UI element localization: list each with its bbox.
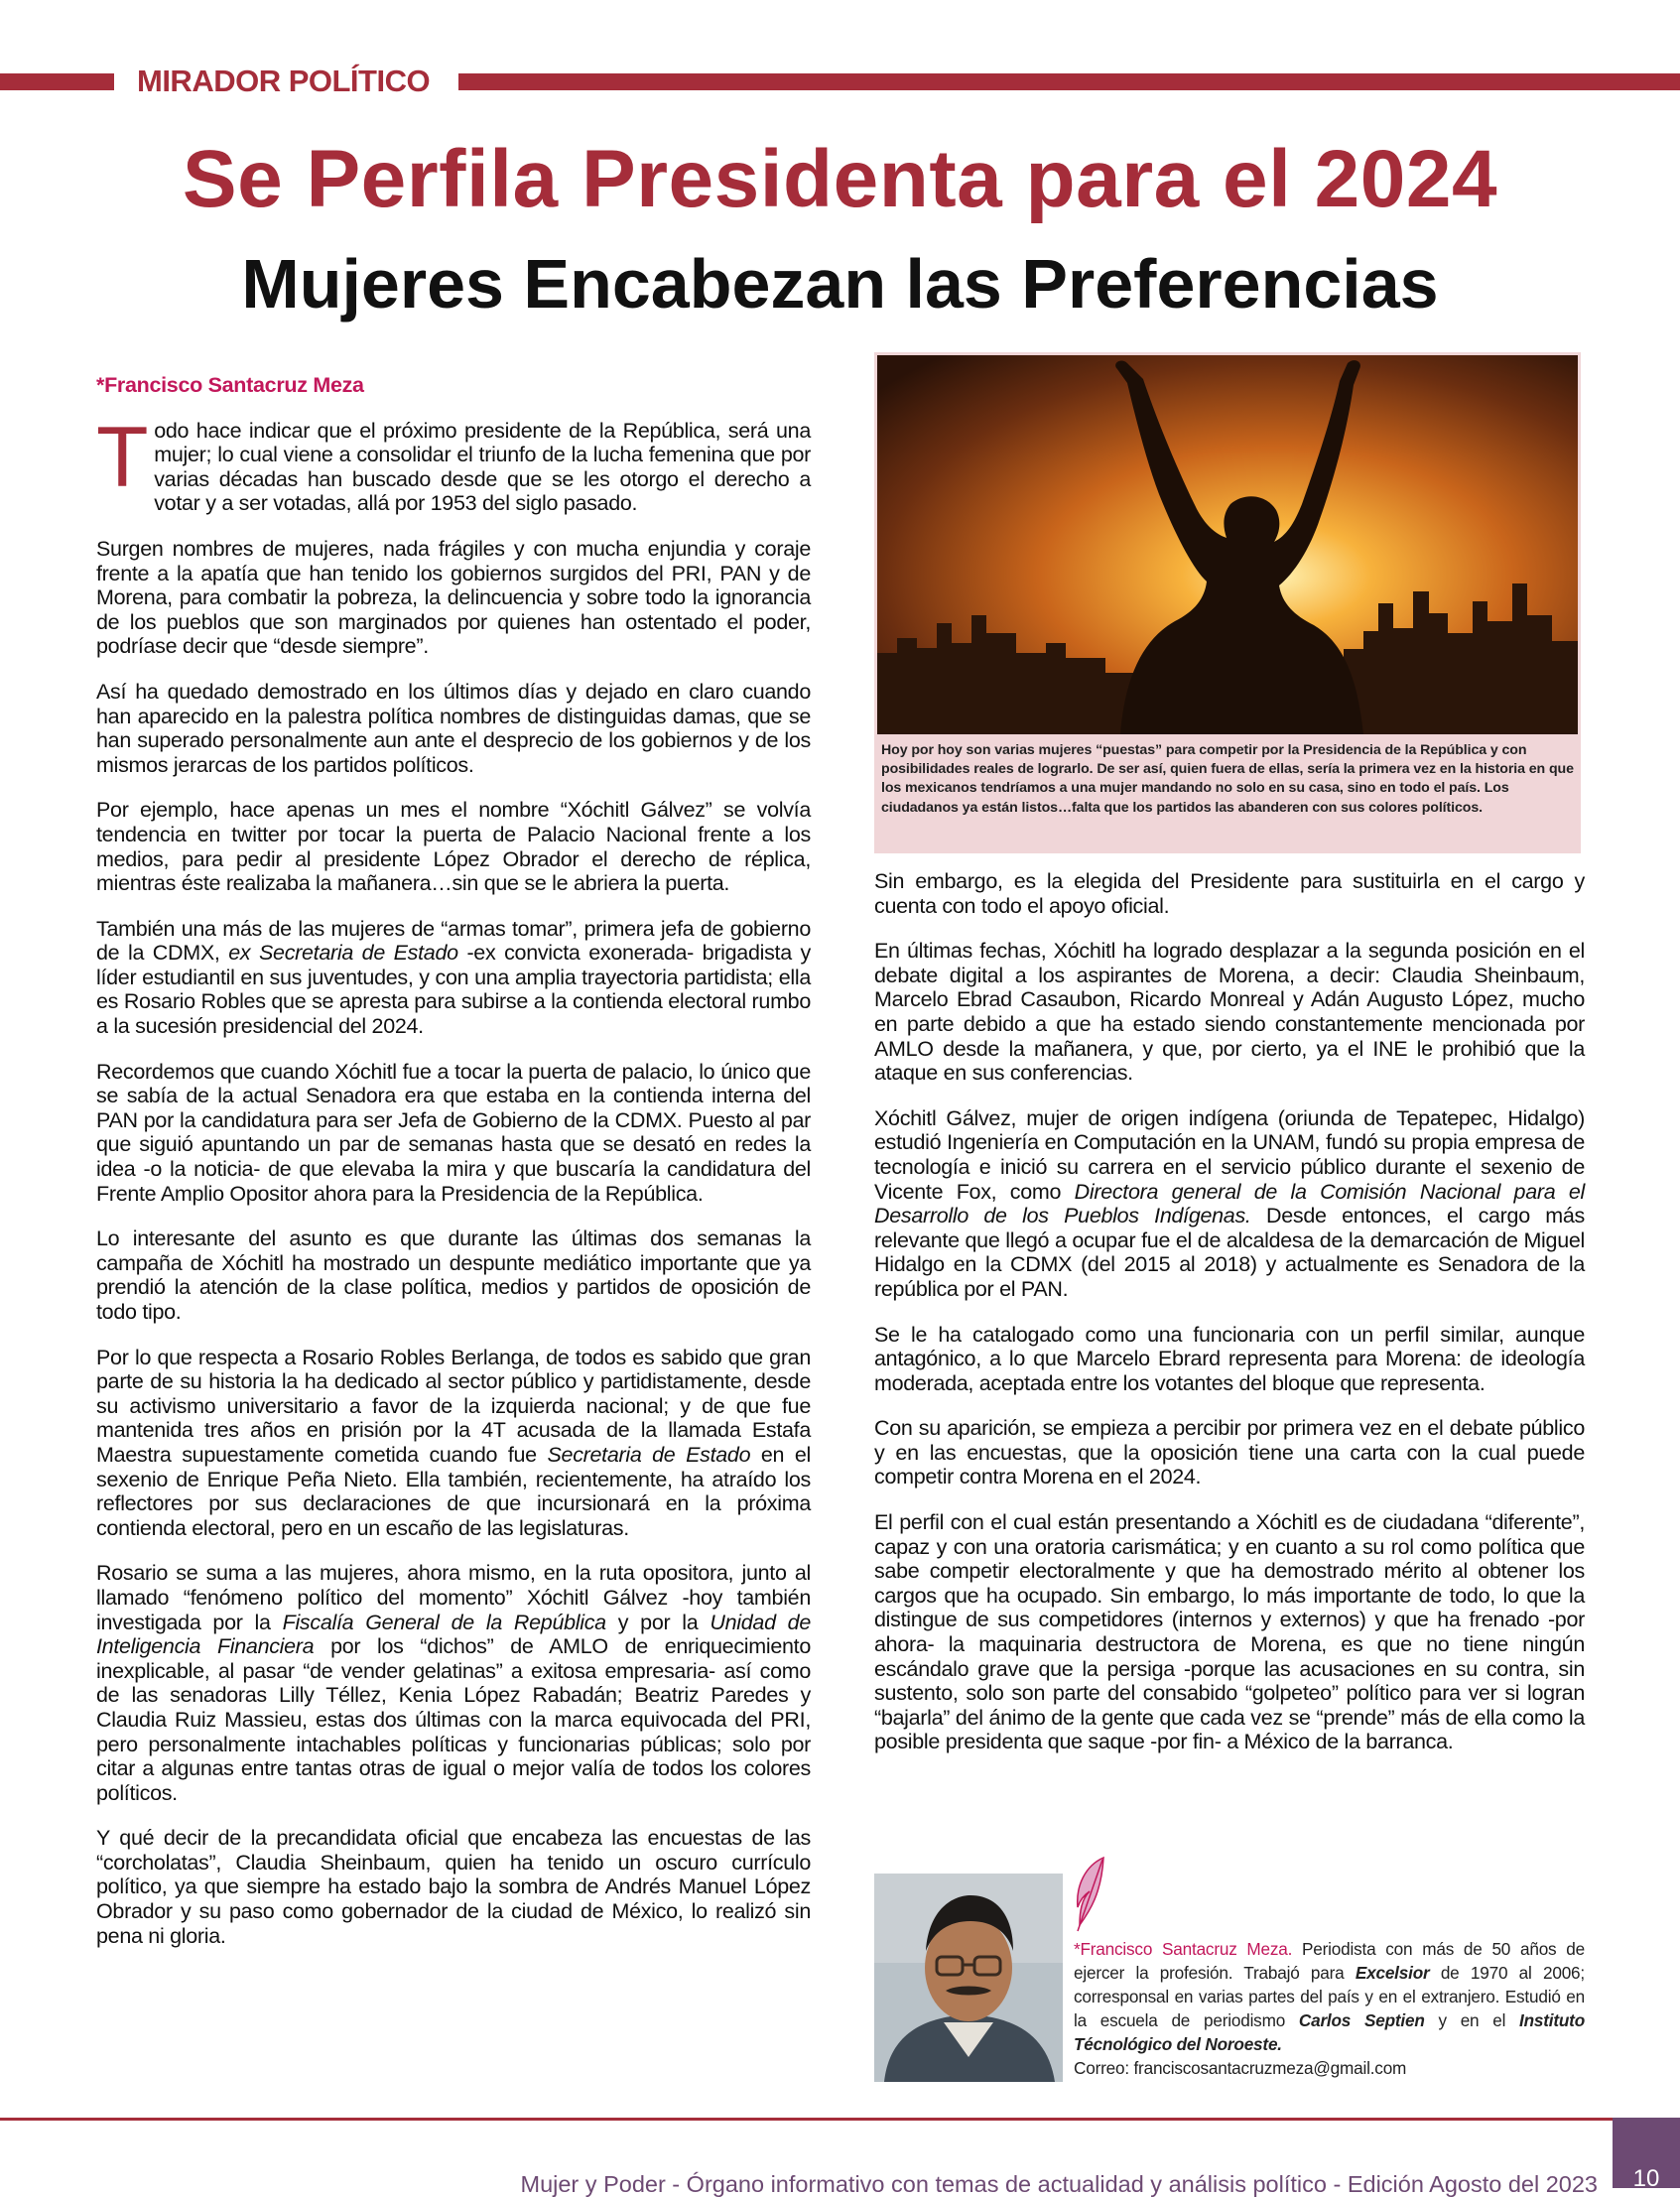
author-bio [1074,1937,1585,2080]
p9-italic-2: Unidad de Inteligencia Financiera [96,1610,811,1659]
drop-cap: T [96,409,149,505]
section-bar-right [458,73,1680,90]
paragraph-8 [96,1346,811,1541]
paragraph-r6: El perfil con el cual están presentando a Xóchitl es de ciudadana “diferente”, capaz y con una oratoria carismática; y en cuanto a su rol como política que sabe competir electoralmente y que ha demostrado mérito al obtener los cargos que ha ocupado. Sin embargo, lo más importante de todo, lo que la distingue de sus competidores (internos y externos) y que ha frenado -por ahora- la maquinaria destructora de Morena, es que no tiene ningún escándalo grave que la persiga -porque las acusaciones en su contra, sin sustento, solo son parte del consabido “golpeteo” político para ver si logran “bajarla” del ánimo de la gente que cada vez se “prende” más de ella como la posible presidenta que saque -por fin- a México de la barranca. [874,1510,1585,1754]
byline: *Francisco Santacruz Meza [96,373,364,397]
sunset-woman-photo [877,355,1578,734]
photo-caption: Hoy por hoy son varias mujeres “puestas” para competir por la Presidencia de la República y con posibilidades reales de lograrlo. De ser así, quien fuera de ellas, sería la primera vez en la historia en que los mexicanos tendríamos a una mujer mandando no solo en su casa, sino en todo el país. Los ciudadanos ya están listos…falta que los partidos las abanderen con sus colores políticos. [881,742,1574,816]
paragraph-r5: Con su aparición, se empieza a percibir por primera vez en el debate público y en las encuestas, que la oposición tiene una carta con la cual puede competir contra Morena en el 2024. [874,1416,1585,1489]
p9-a: Rosario se suma a las mujeres, ahora mismo, en la ruta opositora, junto al llamado “fenómeno político del momento” Xóchitl Gálvez -hoy también investigada por la [96,1561,811,1634]
p9-e: por los “dichos” de AMLO de enriquecimiento inexplicable, al pasar “de vender gelatinas” a exitosa empresaria- así como de las senadoras Lilly Téllez, Kenia López Rabadán; Beatriz Paredes y Claudia Ruiz Massieu, estas dos últimas con la marca equivocada del PRI, pero personalmente intachables políticas y funcionarias públicas; solo por citar a algunas entre tantas otras de igual o mejor valía de todos los colores políticos. [96,1634,811,1805]
paragraph-10: Y qué decir de la precandidata oficial que encabeza las encuestas de las “corcholatas”, Claudia Sheinbaum, quien ha tenido un oscuro currículo político, ya que siempre ha estado bajo la sombra de Andrés Manuel López Obrador y su paso como gobernador de la ciudad de México, lo realizó sin pena ni gloria. [96,1826,811,1948]
r3-a: Xóchitl Gálvez, mujer de origen indígena (oriunda de Tepatepec, Hidalgo) estudió Ingeniería en Computación en la UNAM, fundó su propia empresa de tecnología e inició su carrera en el servicio público durante el sexenio de Vicente Fox, como [874,1105,1585,1204]
right-column [874,869,1585,1775]
paragraph-r3 [874,1106,1585,1302]
paragraph-6: Recordemos que cuando Xóchitl fue a tocar la puerta de palacio, lo único que se sabía de la actual Senadora era que estaba en la contienda interna del PAN por la candidatura para ser Jefa de Gobierno de la CDMX. Puesto al par que siguió apuntando un par de semanas hasta que se desató en redes la idea -o la noticia- de que elevaba la mira y que buscaría la candidatura del Frente Amplio Opositor ahora para la Presidencia de la República. [96,1059,811,1206]
headline: Se Perfila Presidenta para el 2024 [182,134,1498,224]
author-photo [874,1874,1063,2082]
paragraph-r1: Sin embargo, es la elegida del Presidente para sustituirla en el cargo y cuenta con todo el apoyo oficial. [874,869,1585,918]
author-name: *Francisco Santacruz Meza. [1074,1939,1293,1959]
bio-text-3: y en el [1424,2010,1520,2030]
bio-excelsior: Excelsior [1355,1963,1430,1983]
p9-c: y por la [605,1610,711,1634]
paragraph-1-text: odo hace indicar que el próximo presidente de la República, será una mujer; lo cual viene a consolidar el triunfo de la lucha femenina que por varias décadas han buscado desde que se les otorgo el derecho a votar y a ser votadas, allá por 1953 del siglo pasado. [154,418,811,516]
paragraph-9 [96,1561,811,1805]
paragraph-4: Por ejemplo, hace apenas un mes el nombre “Xóchitl Gálvez” se volvía tendencia en twitter por tocar la puerta de Palacio Nacional frente a los medios, para pedir al presidente López Obrador el derecho de réplica, mientras éste realizaba la mañanera…sin que se le abriera la puerta. [96,798,811,896]
r3-italic: Directora general de la Comisión Nacional para el Desarrollo de los Pueblos Indígenas. [874,1179,1585,1228]
bio-text-1: Periodista con más de 50 años de ejercer la profesión. Trabajó para [1074,1939,1585,1983]
footer-rule [0,2118,1613,2121]
bio-text-2: de 1970 al 2006; corresponsal en varias partes del país y en el extranjero. Estudió en la escuela de periodismo [1074,1963,1585,2030]
photo-with-caption [874,352,1581,853]
paragraph-r2: En últimas fechas, Xóchitl ha logrado desplazar a la segunda posición en el debate digital a los aspirantes de Morena, a decir: Claudia Sheinbaum, Marcelo Ebrad Casaubon, Ricardo Monreal y Adán Augusto López, mucho en parte debido a que ha estado siendo constantemente mencionada por AMLO desde la mañanera, y que, por cierto, ya el INE le prohibió que la ataque en sus conferencias. [874,939,1585,1086]
p9-italic-1: Fiscalía General de la República [282,1610,606,1634]
bio-school-2: Instituto Técnológico del Noroeste. [1074,2010,1586,2054]
subheadline: Mujeres Encabezan las Preferencias [241,245,1439,323]
p8-italic: Secretaria de Estado [547,1442,751,1467]
p8-c: en el sexenio de Enrique Peña Nieto. Ella también, recientemente, ha atraído los reflectores por sus declaraciones de que incursionará en la próxima contienda electoral, pero en un escaño de las legislaturas. [96,1442,811,1540]
paragraph-7: Lo interesante del asunto es que durante las últimas dos semanas la campaña de Xóchitl ha mostrado un despunte mediático importante que ya prendió la atención de la clase política, medios y partidos de oposición de todo tipo. [96,1227,811,1324]
p8-a: Por lo que respecta a Rosario Robles Berlanga, de todos es sabido que gran parte de su historia la ha dedicado al sector público y partidistamente, desde su activismo universitario a favor de la izquierda nacional; y de que fue mantenida tres años en prisión por la 4T acusada de la llamada Estafa Maestra supuestamente cometida cuando fue [96,1345,811,1467]
left-column [96,373,811,1969]
p5-a: También una más de las mujeres de “armas tomar”, primera jefa de gobierno de la CDMX, [96,916,811,966]
r3-c: Desde entonces, el cargo más relevante que llegó a ocupar fue el de alcaldesa de la demarcación de Miguel Hidalgo en la CDMX (del 2015 al 2018) y actualmente es Senadora de la república por el PAN. [874,1204,1585,1301]
section-label: MIRADOR POLÍTICO [137,64,431,98]
p5-c: -ex convicta exonerada- brigadista y líder estudiantil en sus juventudes, y con una amplia trayectoria partidista; ella es Rosario Robles que se apresta para subirse a la contienda electoral rumbo a la sucesión presidencial del 2024. [96,941,811,1039]
page-number: 10 [1632,2165,1660,2192]
author-email: Correo: franciscosantacruzmeza@gmail.com [1074,2058,1407,2078]
section-bar-left [0,73,114,90]
bio-school-1: Carlos Septien [1298,2010,1425,2030]
paragraph-3: Así ha quedado demostrado en los últimos días y dejado en claro cuando han aparecido en la palestra política nombres de distinguidas damas, que se han superado personalmente aun ante el desprecio de los gobiernos y de los mismos jerarcas de los partidos políticos. [96,679,811,777]
paragraph-1 [96,409,811,516]
footer-text: Mujer y Poder - Órgano informativo con temas de actualidad y análisis político - Edición Agosto del 2023 [520,2171,1598,2197]
p5-italic: ex Secretaria de Estado [228,941,458,966]
quill-feather-icon [1070,1856,1109,1933]
paragraph-5 [96,917,811,1039]
paragraph-2: Surgen nombres de mujeres, nada frágiles y con mucha enjundia y coraje frente a la apatía que han tenido los gobiernos surgidos del PRI, PAN y de Morena, para combatir la pobreza, la delincuencia y sobre todo la ignorancia de los pueblos que son marginados por quienes han ostentado el poder, podríase decir que “desde siempre”. [96,536,811,659]
paragraph-r4: Se le ha catalogado como una funcionaria con un perfil similar, aunque antagónico, a lo que Marcelo Ebrard representa para Morena: de ideología moderada, aceptada entre los votantes del bloque que representa. [874,1322,1585,1395]
